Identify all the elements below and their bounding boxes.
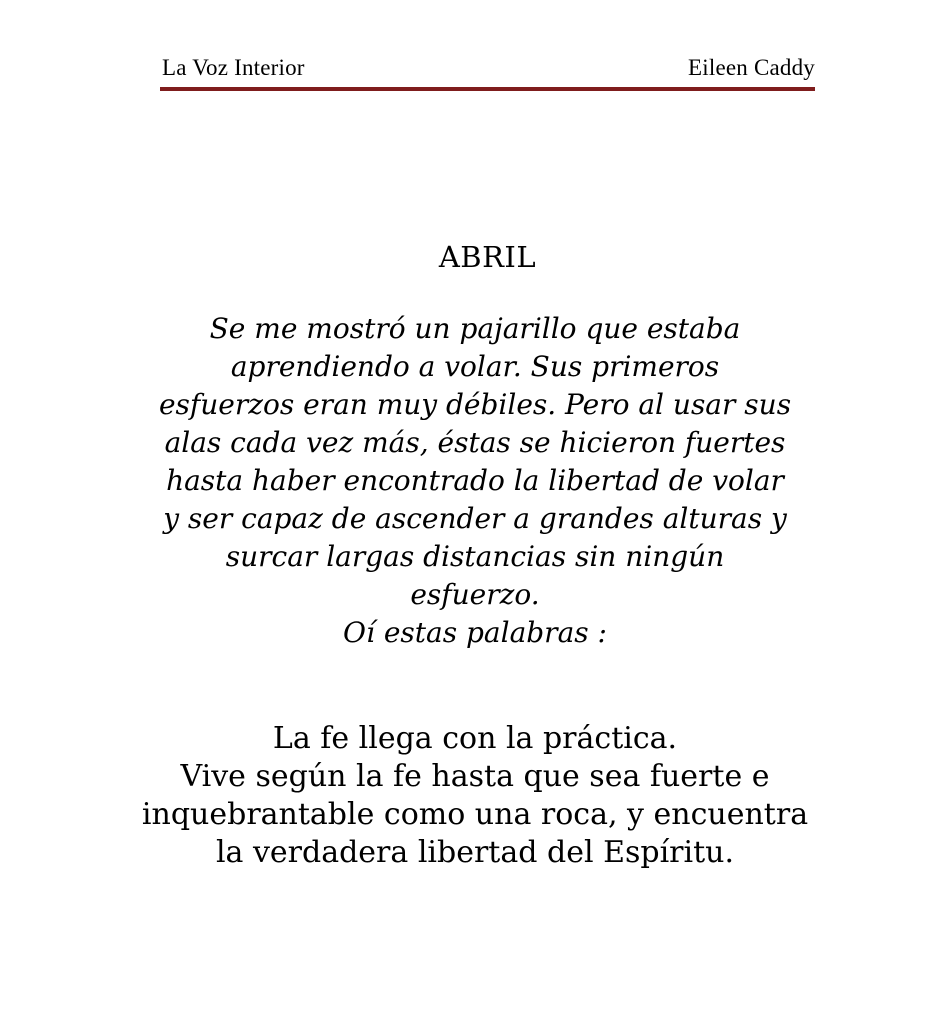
quote-line: alas cada vez más, éstas se hicieron fuertes — [164, 426, 786, 459]
header-rule — [160, 87, 815, 91]
quote-block — [20, 310, 930, 652]
running-header-author: Eileen Caddy — [688, 55, 815, 80]
message-line: inquebrantable como una roca, y encuentra — [141, 797, 809, 832]
quote-line: y ser capaz de ascender a grandes alturas y — [163, 502, 787, 535]
quote-line: Oí estas palabras : — [343, 616, 607, 649]
quote-line: Se me mostró un pajarillo que estaba — [209, 312, 741, 345]
message-line: la verdadera libertad del Espíritu. — [215, 835, 735, 870]
quote-line: surcar largas distancias sin ningún — [225, 540, 725, 573]
quote-line: esfuerzos eran muy débiles. Pero al usar sus — [158, 388, 792, 421]
message-line: Vive según la fe hasta que sea fuerte e — [180, 759, 770, 794]
message-line: La fe llega con la práctica. — [272, 721, 678, 756]
quote-line: aprendiendo a volar. Sus primeros — [230, 350, 720, 383]
running-header — [162, 0, 815, 82]
message-block — [20, 720, 930, 872]
chapter-title: ABRIL — [438, 240, 537, 274]
running-header-title: La Voz Interior — [162, 55, 305, 80]
quote-line: hasta haber encontrado la libertad de volar — [166, 464, 784, 497]
quote-line: esfuerzo. — [410, 578, 540, 611]
